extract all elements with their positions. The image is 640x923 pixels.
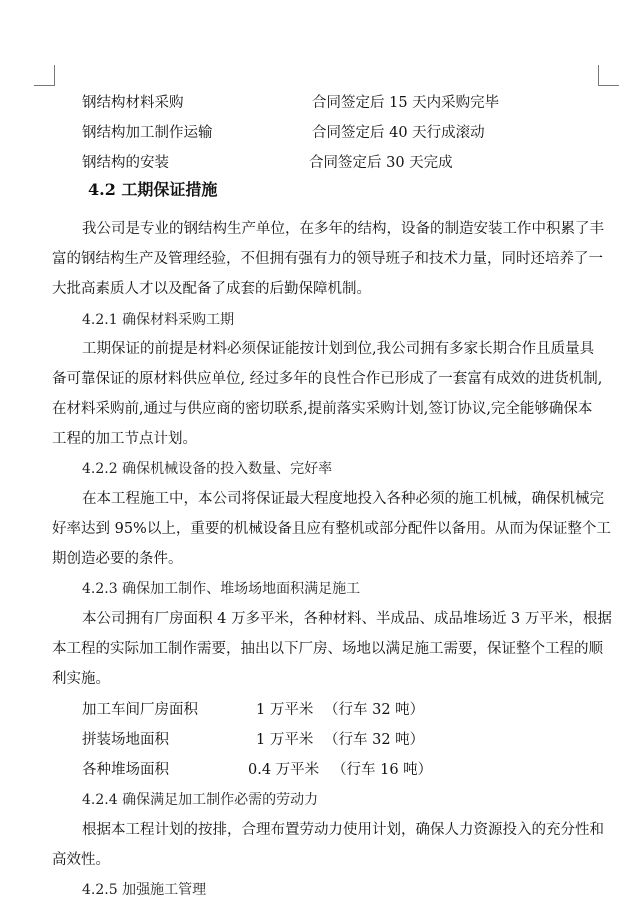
- schedule-time: 合同签定后 30 天完成: [309, 155, 453, 171]
- schedule-time: 合同签定后 15 天内采购完毕: [312, 95, 500, 111]
- area-size: 0.4 万平米: [248, 762, 320, 778]
- body-line: 备可靠保证的原材料供应单位, 经过多年的良性合作已形成了一套富有成效的进货机制,: [52, 371, 603, 387]
- subsection-title-422: 4.2.2 确保机械设备的投入数量、完好率: [82, 461, 333, 477]
- area-size: 1 万平米: [256, 702, 314, 718]
- subsection-title-424: 4.2.4 确保满足加工制作必需的劳动力: [82, 792, 319, 808]
- area-name: 拼装场地面积: [82, 732, 169, 748]
- subsection-title-421: 4.2.1 确保材料采购工期: [82, 312, 235, 328]
- schedule-item: 钢结构加工制作运输: [82, 125, 213, 141]
- body-line: 利实施。: [52, 671, 110, 687]
- area-name: 各种堆场面积: [82, 762, 169, 778]
- area-crane: （行车 32 吨）: [324, 702, 425, 718]
- intro-line: 富的钢结构生产及管理经验，不但拥有强有力的领导班子和技术力量，同时还培养了一: [52, 251, 603, 267]
- intro-line: 大批高素质人才以及配备了成套的后勤保障机制。: [52, 281, 371, 297]
- body-line: 工期保证的前提是材料必须保证能按计划到位,我公司拥有多家长期合作且质量具: [82, 341, 595, 357]
- subsection-title-423: 4.2.3 确保加工制作、堆场场地面积满足施工: [82, 581, 361, 597]
- subsection-title-425: 4.2.5 加强施工管理: [82, 882, 207, 898]
- body-line: 高效性。: [52, 852, 110, 868]
- schedule-item: 钢结构材料采购: [82, 95, 184, 111]
- area-size: 1 万平米: [256, 732, 314, 748]
- schedule-time: 合同签定后 40 天行成滚动: [312, 125, 485, 141]
- body-line: 好率达到 95%以上，重要的机械设备且应有整机或部分配件以备用。从而为保证整个工: [52, 521, 611, 537]
- area-crane: （行车 16 吨）: [332, 762, 433, 778]
- body-line: 工程的加工节点计划。: [52, 431, 197, 447]
- area-crane: （行车 32 吨）: [324, 732, 425, 748]
- body-line: 期创造必要的条件。: [52, 551, 183, 567]
- area-name: 加工车间厂房面积: [82, 702, 198, 718]
- intro-line: 我公司是专业的钢结构生产单位，在多年的结构，设备的制造安装工作中积累了丰: [82, 221, 604, 237]
- page-corner-mark-left: [34, 65, 55, 86]
- body-line: 在本工程施工中，本公司将保证最大程度地投入各种必须的施工机械，确保机械完: [82, 491, 604, 507]
- section-heading: 4.2 工期保证措施: [88, 180, 218, 199]
- body-line: 本工程的实际加工制作需要，抽出以下厂房、场地以满足施工需要，保证整个工程的顺: [52, 641, 603, 657]
- body-line: 本公司拥有厂房面积 4 万多平米，各种材料、半成品、成品堆场近 3 万平米，根据: [82, 611, 612, 627]
- schedule-item: 钢结构的安装: [82, 155, 169, 171]
- page-corner-mark-right: [598, 65, 619, 86]
- body-line: 根据本工程计划的按排，合理布置劳动力使用计划，确保人力资源投入的充分性和: [82, 822, 604, 838]
- body-line: 在材料采购前,通过与供应商的密切联系,提前落实采购计划,签订协议,完全能够确保本: [52, 401, 593, 417]
